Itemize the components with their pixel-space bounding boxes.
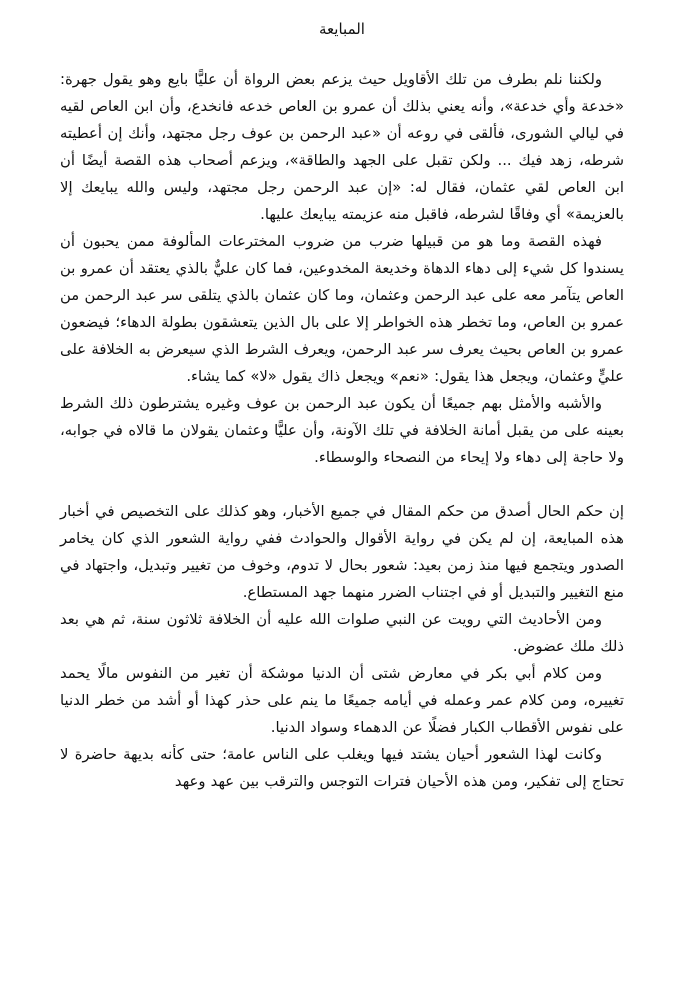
paragraph-1: ولكننا نلم بطرف من تلك الأقاويل حيث يزعم بعض الرواة أن عليًّا بايع وهو يقول جهرة: «خدعة وأي خدعة»، وأنه يعني بذلك أن عمرو بن العاص خدعه فانخدع، وأن ابن العاص لقيه في ليالي الشورى، فألقى في روعه أن «عبد الرحمن بن عوف رجل مجتهد، وأنك إن أعطيته شرطه، زهد فيك ... ولكن تقبل على الجهد والطاقة»، ويزعم أصحاب هذه القصة أيضًا أن ابن العاص لقي عثمان، فقال له: «إن عبد الرحمن رجل مجتهد، وليس والله يبايعك إلا بالعزيمة» أي وفاقًا لشرطه، فاقبل منه عزيمته يبايعك عليها. bbox=[60, 71, 624, 223]
document-body bbox=[60, 66, 624, 795]
paragraph-5: ومن الأحاديث التي رويت عن النبي صلوات الله عليه أن الخلافة ثلاثون سنة، ثم هي بعد ذلك ملك عضوض. bbox=[60, 611, 624, 655]
paragraph-4: إن حكم الحال أصدق من حكم المقال في جميع الأخبار، وهو كذلك على التخصيص في أخبار هذه المبايعة، إن لم يكن في رواية الأقوال والحوادث ففي رواية الشعور الذي كان يخامر الصدور ويتجمع فيها منذ زمن بعيد: شعور بحال لا تدوم، وخوف من تغيير وتبديل، واجتهاد في منع التغيير والتبديل أو في اجتناب الضرر منهما جهد المستطاع. bbox=[60, 503, 624, 601]
paragraph-2: فهذه القصة وما هو من قبيلها ضرب من ضروب المخترعات المألوفة ممن يحبون أن يسندوا كل شيء إلى دهاء الدهاة وخديعة المخدوعين، فما كان عليٌّ بالذي يعتقد أن عمرو بن العاص يتآمر معه على عبد الرحمن وعثمان، وما كان عثمان بالذي يتلقى سر عبد الرحمن من عمرو بن العاص، وما تخطر هذه الخواطر إلا على بال الذين يتعشقون بطولة الدهاء؛ فيضعون عمرو بن العاص بحيث يعرف سر عبد الرحمن، ويعرف الشرط الذي سيعرض به الخلافة على عليٍّ وعثمان، ويجعل هذا يقول: «نعم» ويجعل ذاك يقول «لا» كما يشاء. bbox=[60, 233, 624, 385]
paragraph-7: وكانت لهذا الشعور أحيان يشتد فيها ويغلب على الناس عامة؛ حتى كأنه بديهة حاضرة لا تحتاج إلى تفكير، ومن هذه الأحيان فترات التوجس والترقب بين عهد وعهد bbox=[60, 746, 624, 790]
page-header-title: المبايعة bbox=[319, 20, 365, 38]
paragraph-6: ومن كلام أبي بكر في معارض شتى أن الدنيا موشكة أن تغير من النفوس مالًا يحمد تغييره، ومن كلام عمر وعمله في أيامه جميعًا ما ينم على حذر كهذا أو أشد من خطر الدنيا على نفوس الأقطاب الكبار فضلًا عن الدهماء وسواد الدنيا. bbox=[60, 665, 624, 736]
paragraph-3: والأشبه والأمثل بهم جميعًا أن يكون عبد الرحمن بن عوف وغيره يشترطون ذلك الشرط بعينه على من يقبل أمانة الخلافة في تلك الآونة، وأن عليًّا وعثمان يقولان ما قالاه في جوابه، ولا حاجة إلى دهاء ولا إيحاء من النصحاء والوسطاء. bbox=[60, 395, 624, 466]
